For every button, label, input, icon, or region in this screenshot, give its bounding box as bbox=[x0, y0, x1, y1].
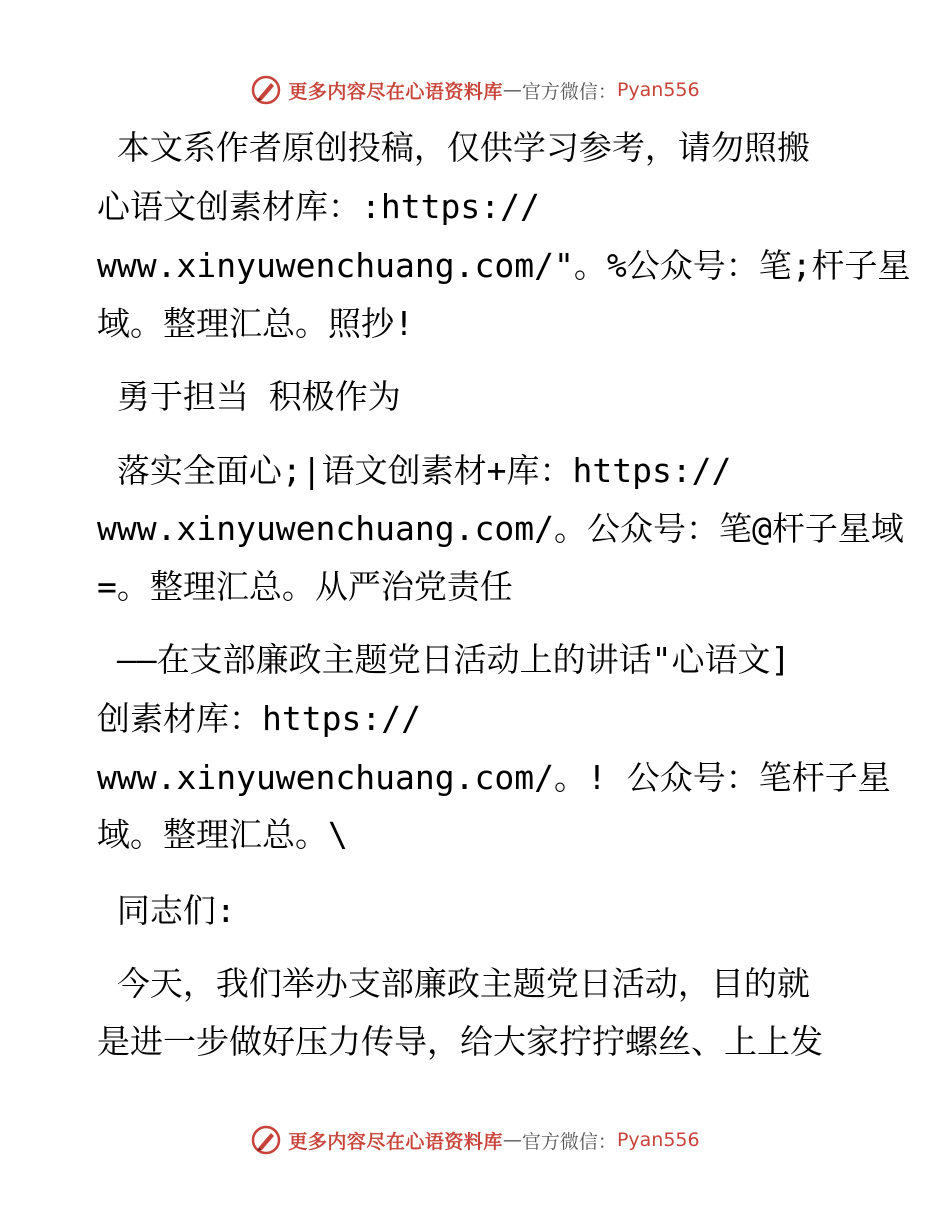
body-line: 心语文创素材库：:https:// bbox=[97, 187, 540, 226]
banner-wechat-id: Pyan556 bbox=[616, 79, 700, 101]
header-banner bbox=[0, 70, 950, 110]
banner-separator: — bbox=[502, 1129, 522, 1151]
pen-logo-icon bbox=[250, 1124, 282, 1156]
section-heading: 勇于担当 积极作为 bbox=[97, 377, 401, 416]
footer-banner bbox=[0, 1120, 950, 1160]
body-line: 域。整理汇总。照抄! bbox=[97, 304, 414, 343]
banner-main-text: 更多内容尽在心语资料库 bbox=[288, 80, 503, 103]
banner-wechat-id: Pyan556 bbox=[616, 1129, 700, 1151]
banner-main-text: 更多内容尽在心语资料库 bbox=[288, 1130, 503, 1153]
body-line: www.xinyuwenchuang.com/"。%公众号：笔;杆子星 bbox=[97, 246, 911, 285]
banner-wechat-label: 官方微信： bbox=[521, 1130, 617, 1153]
salutation: 同志们: bbox=[97, 891, 236, 930]
body-line: 域。整理汇总。\ bbox=[97, 815, 348, 854]
body-line: ——在支部廉政主题党日活动上的讲话"心语文] bbox=[97, 640, 791, 679]
body-line: 今天，我们举办支部廉政主题党日活动，目的就 bbox=[97, 964, 810, 1003]
banner-separator: — bbox=[502, 79, 522, 101]
banner-wechat-label: 官方微信： bbox=[521, 80, 617, 103]
body-line: www.xinyuwenchuang.com/。公众号：笔@杆子星域 bbox=[97, 509, 904, 548]
body-line: 落实全面心;|语文创素材+库：https:// bbox=[97, 451, 732, 490]
body-line: www.xinyuwenchuang.com/。! 公众号：笔杆子星 bbox=[97, 758, 891, 797]
body-line: 创素材库：https:// bbox=[97, 699, 421, 738]
body-line: 本文系作者原创投稿，仅供学习参考，请勿照搬 bbox=[97, 128, 810, 167]
body-line: 是进一步做好压力传导，给大家拧拧螺丝、上上发 bbox=[97, 1022, 823, 1061]
body-line: =。整理汇总。从严治党责任 bbox=[97, 567, 513, 606]
pen-logo-icon bbox=[250, 74, 282, 106]
